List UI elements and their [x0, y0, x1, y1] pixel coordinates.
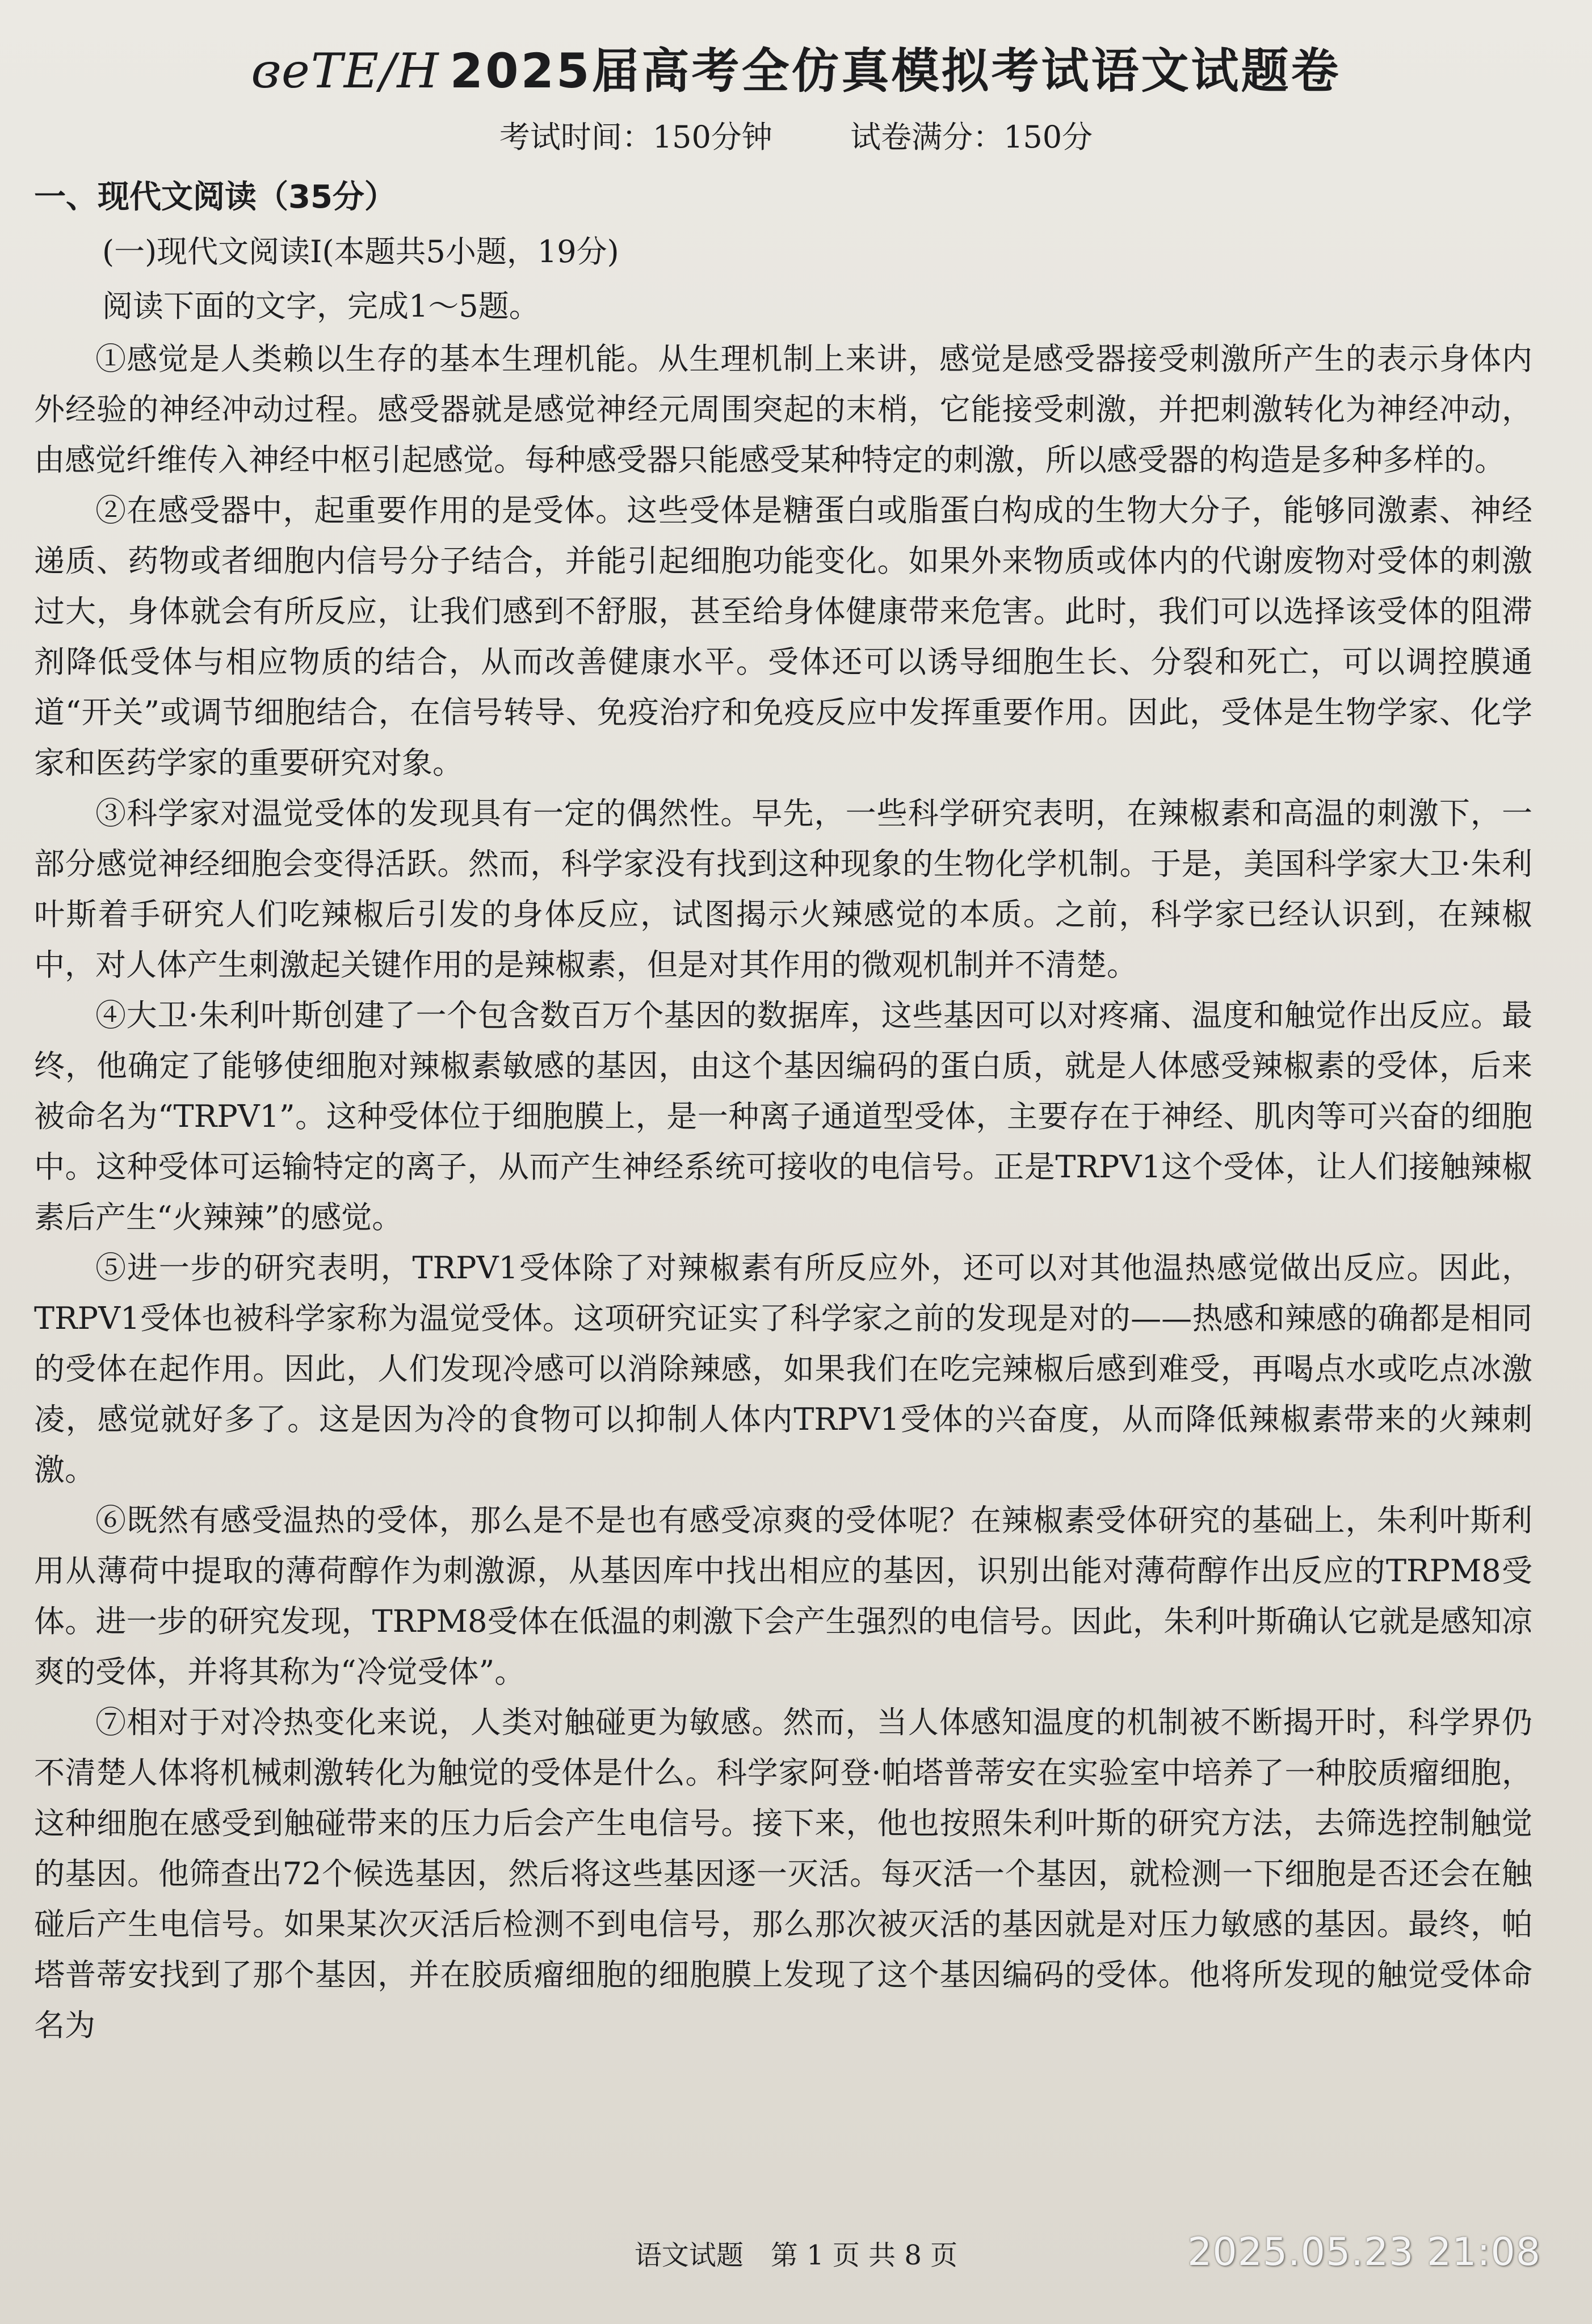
paragraph-6: ⑥既然有感受温热的受体，那么是不是也有感受凉爽的受体呢？在辣椒素受体研究的基础上，朱利叶斯利用从薄荷中提取的薄荷醇作为刺激源，从基因库中找出相应的基因，识别出能对薄荷醇作出反应的TRPM8受体。进一步的研究发现，TRPM8受体在低温的刺激下会产生强烈的电信号。因此，朱利叶斯确认它就是感知凉爽的受体，并将其称为“冷觉受体”。 [34, 1502, 1532, 1690]
reading-section [34, 170, 1532, 2051]
section-heading: 一、现代文阅读（35分） [34, 179, 396, 216]
photo-timestamp: 2025.05.23 21:08 [1187, 2230, 1541, 2275]
exam-time: 考试时间：150分钟 [499, 119, 772, 155]
paragraph-1: ①感觉是人类赖以生存的基本生理机能。从生理机制上来讲，感觉是感受器接受刺激所产生的表示身体内外经验的神经冲动过程。感受器就是感觉神经元周围突起的末梢，它能接受刺激，并把刺激转化为神经冲动，由感觉纤维传入神经中枢引起感觉。每种感受器只能感受某种特定的刺激，所以感受器的构造是多种多样的。 [34, 341, 1532, 478]
paragraph-5: ⑤进一步的研究表明，TRPV1受体除了对辣椒素有所反应外，还可以对其他温热感觉做出反应。因此，TRPV1受体也被科学家称为温觉受体。这项研究证实了科学家之前的发现是对的——热感和辣感的确都是相同的受体在起作用。因此，人们发现冷感可以消除辣感，如果我们在吃完辣椒后感到难受，再喝点水或吃点冰激凌，感觉就好多了。这是因为冷的食物可以抑制人体内TRPV1受体的兴奋度，从而降低辣椒素带来的火辣刺激。 [34, 1250, 1532, 1488]
paragraph-2: ②在感受器中，起重要作用的是受体。这些受体是糖蛋白或脂蛋白构成的生物大分子，能够同激素、神经递质、药物或者细胞内信号分子结合，并能引起细胞功能变化。如果外来物质或体内的代谢废物对受体的刺激过大，身体就会有所反应，让我们感到不舒服，甚至给身体健康带来危害。此时，我们可以选择该受体的阻滞剂降低受体与相应物质的结合，从而改善健康水平。受体还可以诱导细胞生长、分裂和死亡，可以调控膜通道“开关”或调节细胞结合，在信号转导、免疫治疗和免疫反应中发挥重要作用。因此，受体是生物学家、化学家和医药学家的重要研究对象。 [34, 492, 1532, 781]
paragraph-7: ⑦相对于对冷热变化来说，人类对触碰更为敏感。然而，当人体感知温度的机制被不断揭开时，科学界仍不清楚人体将机械刺激转化为触觉的受体是什么。科学家阿登·帕塔普蒂安在实验室中培养了一种胶质瘤细胞，这种细胞在感受到触碰带来的压力后会产生电信号。接下来，他也按照朱利叶斯的研究方法，去筛选控制触觉的基因。他筛查出72个候选基因，然后将这些基因逐一灭活。每灭活一个基因，就检测一下细胞是否还会在触碰后产生电信号。如果某次灭活后检测不到电信号，那么那次被灭活的基因就是对压力敏感的基因。最终，帕塔普蒂安找到了那个基因，并在胶质瘤细胞的细胞膜上发现了这个基因编码的受体。他将所发现的触觉受体命名为 [34, 1704, 1532, 2043]
school-logo: ɞeTE/H [251, 43, 440, 99]
instruction: 阅读下面的文字，完成1～5题。 [102, 288, 540, 324]
paragraph-4: ④大卫·朱利叶斯创建了一个包含数百万个基因的数据库，这些基因可以对疼痛、温度和触觉作出反应。最终，他确定了能够使细胞对辣椒素敏感的基因，由这个基因编码的蛋白质，就是人体感受辣椒素的受体，后来被命名为“TRPV1”。这种受体位于细胞膜上，是一种离子通道型受体，主要存在于神经、肌肉等可兴奋的细胞中。这种受体可运输特定的离子，从而产生神经系统可接收的电信号。正是TRPV1这个受体，让人们接触辣椒素后产生“火辣辣”的感觉。 [34, 997, 1532, 1235]
subsection-heading: (一)现代文阅读Ⅰ(本题共5小题，19分) [102, 234, 619, 270]
page-footer: 语文试题 第 1 页 共 8 页 [634, 2239, 958, 2271]
paper-header [0, 40, 1592, 160]
paragraph-3: ③科学家对温觉受体的发现具有一定的偶然性。早先，一些科学研究表明，在辣椒素和高温的刺激下，一部分感觉神经细胞会变得活跃。然而，科学家没有找到这种现象的生物化学机制。于是，美国科学家大卫·朱利叶斯着手研究人们吃辣椒后引发的身体反应，试图揭示火辣感觉的本质。之前，科学家已经认识到，在辣椒中，对人体产生刺激起关键作用的是辣椒素，但是对其作用的微观机制并不清楚。 [34, 795, 1532, 983]
paper-title [0, 40, 1592, 102]
exam-info [0, 115, 1592, 160]
full-score: 试卷满分：150分 [850, 119, 1093, 155]
paper-title-text: 2025届高考全仿真模拟考试语文试题卷 [450, 43, 1341, 99]
